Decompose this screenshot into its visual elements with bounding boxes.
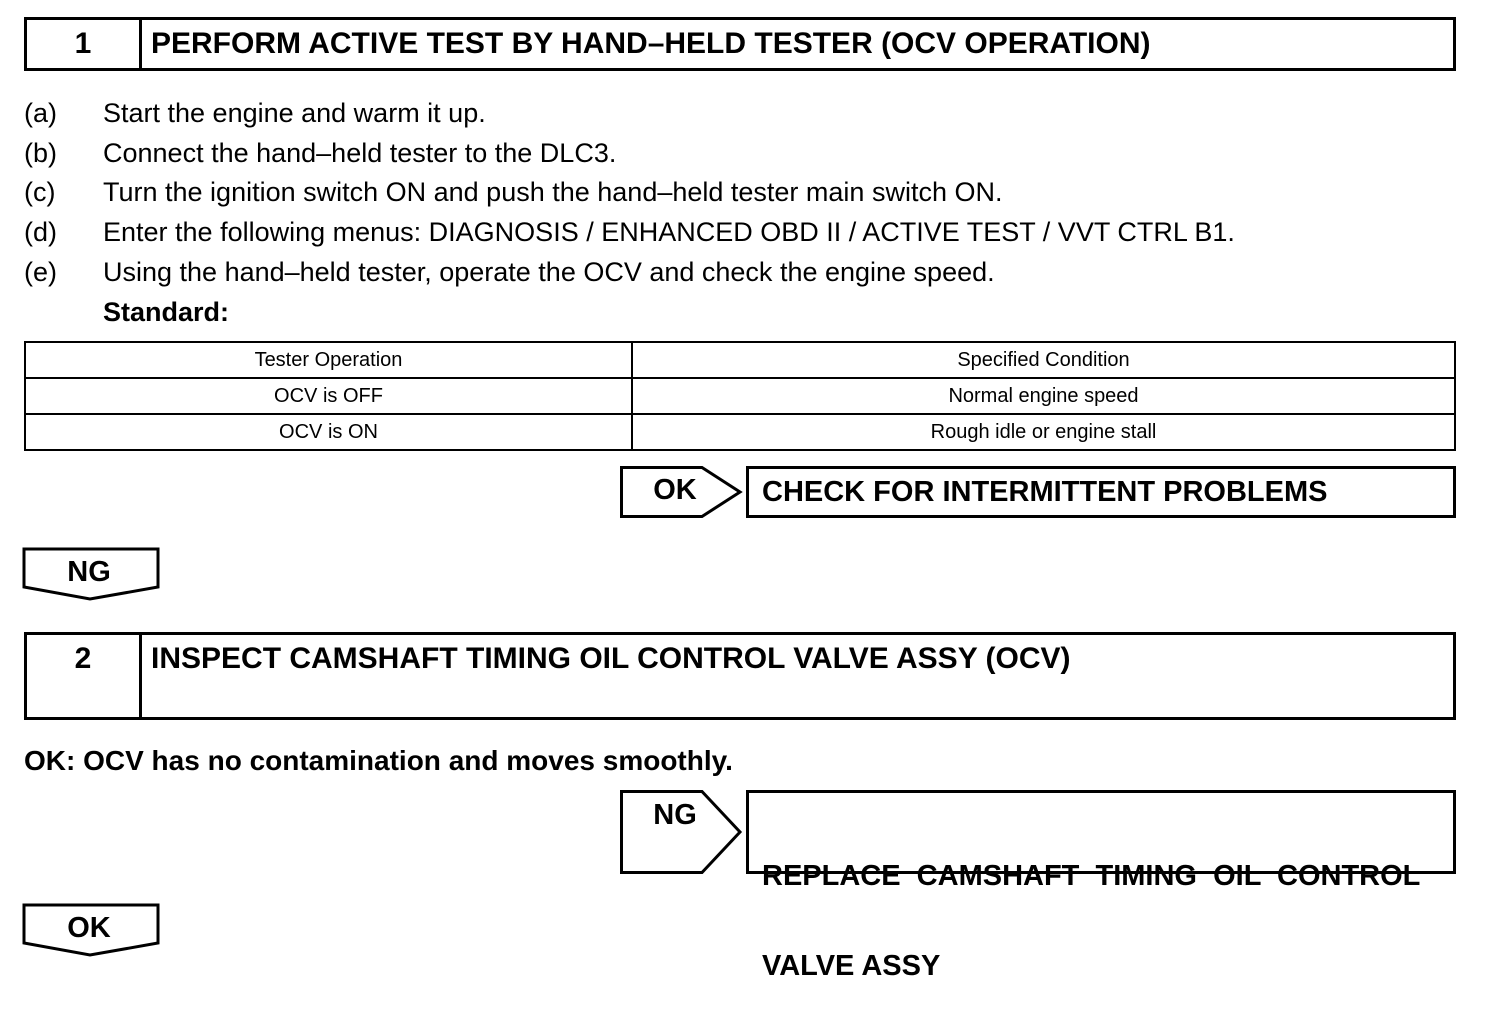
ok-down-tag	[22, 903, 162, 957]
standard-table	[24, 341, 1456, 451]
table-cell: OCV is ON	[25, 414, 632, 450]
table-row	[25, 378, 1455, 414]
step-number: 2	[27, 635, 142, 717]
ng-tag-label: NG	[653, 799, 697, 831]
step-1-header	[24, 17, 1456, 71]
ok-arrow-tag	[620, 466, 744, 518]
check-intermittent-problems-box	[746, 466, 1456, 518]
step-number: 1	[27, 20, 142, 68]
result-text-line-2: VALVE ASSY	[762, 950, 941, 982]
instruction-letter: (e)	[24, 257, 57, 287]
table-header-cell: Specified Condition	[632, 342, 1455, 378]
result-text: CHECK FOR INTERMITTENT PROBLEMS	[762, 476, 1328, 508]
result-text-line-1: REPLACE CAMSHAFT TIMING OIL CONTROL	[762, 860, 1421, 892]
ng-arrow-tag	[620, 790, 744, 874]
instruction-letter: (c)	[24, 177, 56, 207]
ok-tag-label: OK	[67, 912, 111, 944]
step-title: PERFORM ACTIVE TEST BY HAND–HELD TESTER (OCV OPERATION)	[151, 27, 1151, 60]
replace-ocv-box	[746, 790, 1456, 982]
instruction-text: Using the hand–held tester, operate the OCV and check the engine speed.	[103, 257, 995, 287]
instruction-text: Turn the ignition switch ON and push the hand–held tester main switch ON.	[103, 177, 1003, 207]
ok-criteria-text: OK: OCV has no contamination and moves smoothly.	[24, 745, 733, 776]
table-cell: Rough idle or engine stall	[632, 414, 1455, 450]
table-row	[25, 414, 1455, 450]
table-header-row	[25, 342, 1455, 378]
instruction-text: Enter the following menus: DIAGNOSIS / ENHANCED OBD II / ACTIVE TEST / VVT CTRL B1.	[103, 217, 1235, 247]
instruction-letter: (a)	[24, 98, 57, 128]
instruction-letter: (d)	[24, 217, 57, 247]
ok-tag-label: OK	[653, 474, 697, 506]
step-2-header	[24, 632, 1456, 720]
instruction-text: Connect the hand–held tester to the DLC3.	[103, 138, 617, 168]
ng-down-tag	[22, 547, 162, 601]
standard-label: Standard:	[103, 297, 230, 327]
instruction-text: Start the engine and warm it up.	[103, 98, 486, 128]
instruction-letter: (b)	[24, 138, 57, 168]
table-header-cell: Tester Operation	[25, 342, 632, 378]
table-cell: OCV is OFF	[25, 378, 632, 414]
step-title: INSPECT CAMSHAFT TIMING OIL CONTROL VALVE ASSY (OCV)	[151, 642, 1071, 675]
ng-tag-label: NG	[67, 556, 111, 588]
table-cell: Normal engine speed	[632, 378, 1455, 414]
